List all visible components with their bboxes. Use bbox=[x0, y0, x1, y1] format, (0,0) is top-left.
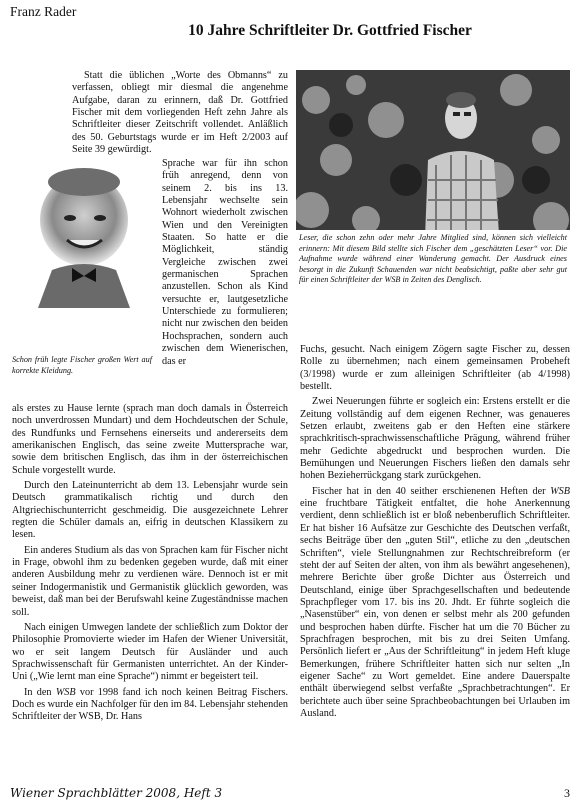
intro-text: Statt die üblichen „Worte des Obmanns“ zu verfassen, obliegt mir diesmal die angenehme Aufgabe, daran zu erinnern, daß Dr. Gottfried Fischer mit dem vorliegenden Heft zehn Jahre als Schriftleiter dieser Zeitschrift vollendet. Anläßlich des 50. Geburtstags wurde er im Heft 2/2003 auf Seite 39 gewürdigt. bbox=[72, 70, 288, 156]
author-name: Franz Rader bbox=[10, 4, 77, 19]
right-column-text bbox=[300, 344, 570, 720]
article-title: 10 Jahre Schriftleiter Dr. Gottfried Fischer bbox=[188, 22, 472, 39]
right-paragraph-2: Zwei Neuerungen führte er sogleich ein: Erstens erstellt er die Zeitung vollständig auf dem eigenen Rechner, was genaueres Setzen erlaubt, zweitens gab er den Heften eine stärkere sprachkritisch-sprachwissenschaftliche Prägung, während früher mehr Gedichte abgedruckt und besprochen wurden. Die Bemühungen und Neuerungen Fischers ließen den damals sehr hohen Bezieherrückgang stark zurückgehen. bbox=[300, 396, 570, 482]
child-photo bbox=[12, 158, 152, 308]
left-column-text bbox=[12, 403, 288, 724]
left-paragraph-5: In den WSB vor 1998 fand ich noch keinen Beitrag Fischers. Doch es wurde ein Nachfolger für den im 84. Lebensjahr stehenden Schriftleiter der WSB, Dr. Hans bbox=[12, 686, 288, 723]
journal-footer: Wiener Sprachblätter 2008, Heft 3 bbox=[10, 786, 223, 800]
child-photo-caption: Schon früh legte Fischer großen Wert auf korrekte Kleidung. bbox=[12, 355, 152, 375]
portrait-photo-caption: Leser, die schon zehn oder mehr Jahre Mitglied sind, können sich vielleicht erinnern: Mit diesem Bild stellte sich Fischer dem „geschätzten Leser“ vor. Die Aufnahme wurde während einer Wanderung gemacht. Der Ausdruck eines besorgt in die Zukunft Schauenden war nicht beabsichtigt, paßte aber sehr gut für einen Schriftleiter der WSB in Zeiten des Denglisch. bbox=[296, 230, 570, 286]
intro-paragraph bbox=[72, 70, 288, 156]
child-portrait-image bbox=[12, 158, 152, 308]
left-narrow-text bbox=[162, 158, 288, 368]
left-paragraph-3: Ein anderes Studium als das von Sprachen kam für Fischer nicht in Frage, obwohl ihm zu bedenken gegeben wurde, daß mit einer anderen Ausbildung mehr zu verdienen wäre. Dennoch ist er mit seiner Indogermanistik und Germanistik glücklich geworden, was beweist, daß man bei der Berufswahl keine Zugeständnisse machen soll. bbox=[12, 544, 288, 618]
page-number: 3 bbox=[564, 786, 570, 800]
left-paragraph-1: als erstes zu Hause lernte (sprach man doch damals in Österreich noch unverdrossen Mundart) und dem Hochdeutschen der Schule, des Rundfunks und Fernsehens einerseits und andererseits dem amerikanischen Englisch, das seine zweite Muttersprache war, sowie dem britischen Englisch, das ihm in der österreichischen Schule vorgestellt wurde. bbox=[12, 403, 288, 476]
left-paragraph-4: Nach einigen Umwegen landete der schließlich zum Doktor der Philosophie Promovierte wieder im Hafen der Wiener Universität, wo er seit langem Deutsch für Ausländer und auch Sprachwissenschaft für Germanisten unterrichtet. An der Kinder-Uni („Wie lernt man eine Sprache“) nimmt er begeistert teil. bbox=[12, 621, 288, 683]
left-narrow-paragraph: Sprache war für ihn schon früh anregend, denn von seinem 2. bis ins 13. Lebensjahr wechselte sein Wohnort wiederholt zwischen Wien und den Vereinigten Staaten. So hatte er die Möglichkeit, ständig Vergleiche zwischen zwei germanischen Sprachen anzustellen. Schon als Kind versuchte er, lautgesetzliche Unterschiede zu formulieren; nicht nur zwischen den beiden Hochsprachen, sondern auch zwischen dem Wienerischen, das er bbox=[162, 158, 288, 367]
right-paragraph-3: Fischer hat in den 40 seither erschienenen Heften der WSB eine fruchtbare Tätigkeit entfaltet, die hohe Anerkennung verdient, denn schließlich ist er bloß nebenberuflich Schriftleiter. Er hat bisher 16 Aufsätze zur Geschichte des Deutschen verfaßt, sechs Beiträge über den „guten Stil“, etliche zu den „deutschen Schriften“, viele Stellungnahmen zur Rechtschreibreform (er steht der auf Seiten der alten, von ihm als bewährt angesehenen), mehrere Berichte über große Dichter aus Österreich und Deutschland, einige über Sprachgesellschaften und bedeutende Sprachpfleger vom 17. bis ins 20. Jhdt. Er führte sogleich die „Nasenstüber“ ein, von denen er selbst mehr als 200 gefunden und besprochen haben dürfte. Fischer hat um die 70 Bücher zu Sprachfragen besprochen, mit bis zu drei Seiten Umfang. Persönlich liefert er „Aus der Schriftleitung“ in jedem Heft kluge Bemerkungen, frühere Schriftleiter hatten sich nur selten „In eigener Sache“ zu Wort gemeldet. Eine andere Dauerspalte enthält überwiegend selbst verfaßte „Sprachbetrachtungen“. Er berichtete auch über seine Sprachbeobachtungen bei Urlauben im Ausland. bbox=[300, 485, 570, 719]
left-paragraph-2: Durch den Lateinunterricht ab dem 13. Lebensjahr wurde sein Deutsch grammatikalisch richtig und durch den Altgriechischunterricht geschmeidig. Die ausgezeichnete Lehrer regten die Schüler damals an, eifrig in deutschen Klassikern zu lesen. bbox=[12, 480, 288, 541]
right-paragraph-1: Fuchs, gesucht. Nach einigem Zögern sagte Fischer zu, dessen Rolle zu übernehmen; nach einem gemeinsamen Probeheft (3/1998) wurde er zum alleinigen Schriftleiter (ab 4/1998) bestellt. bbox=[300, 344, 570, 393]
